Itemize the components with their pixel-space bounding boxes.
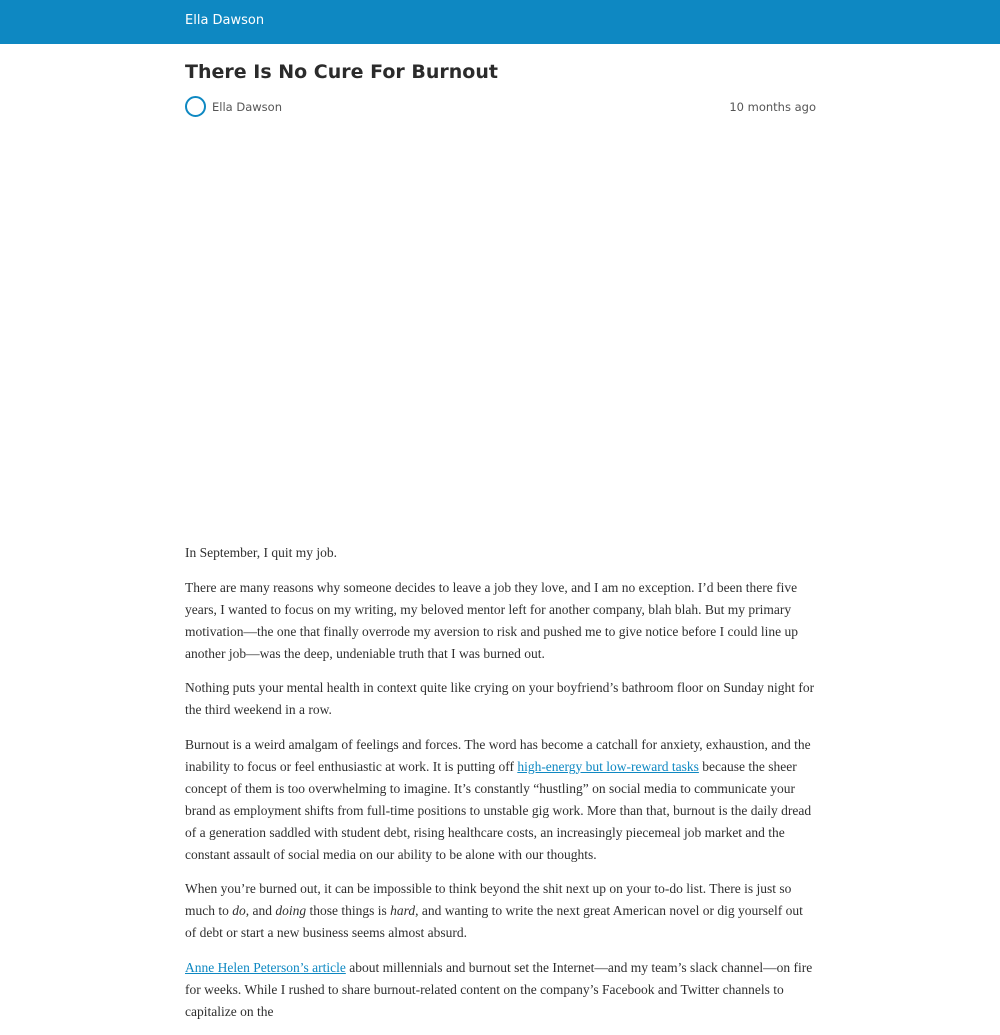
emphasis-doing: doing [275, 903, 307, 918]
paragraph-text: because the sheer concept of them is too overwhelming to imagine. It’s constantly “hustling” on social media to communicate your brand as employment shifts from full-time positions to unstable gig work. More than that, burnout is the daily dread of a generation saddled with student debt, rising healthcare costs, an increasingly piecemeal job market and the constant assault of social media on our ability to be alone with our thoughts. [185, 758, 812, 862]
paragraph-text: When you’re burned out, it can be impossible to think beyond the shit next up on your to-do list. There is just so much to [185, 881, 792, 918]
paragraph-text: There are many reasons why someone decides to leave a job they love, and I am no exception. I’d been there five years, I wanted to focus on my writing, my beloved mentor left for another company, blah blah. But my primary motivation—the one that finally overrode my aversion to risk and pushed me to give notice before I could line up another job—was the deep, undeniable truth that I was burned out. [185, 579, 798, 661]
emphasis-hard: hard [390, 903, 416, 918]
paragraph-1 [185, 542, 816, 564]
paragraph-2 [185, 577, 816, 665]
paragraph-3 [185, 677, 816, 721]
emphasis-do: do [232, 903, 246, 918]
paragraph-text: those things is [306, 903, 391, 918]
paragraph-5 [185, 878, 816, 944]
paragraph-4 [185, 734, 816, 866]
paragraph-text: about millennials and burnout set the Internet—and my team’s slack channel—on fire for weeks. While I rushed to share burnout-related content on the company’s Facebook and Twitter channels to capitalize on the [185, 959, 813, 1019]
author-name-link[interactable]: Ella Dawson [212, 100, 282, 114]
paragraph-text: , and wanting to write the next great American novel or dig yourself out of debt or start a new business seems almost absurd. [185, 903, 803, 940]
paragraph-text: , and [245, 903, 276, 918]
article-body [185, 542, 816, 1035]
post-title: There Is No Cure For Burnout [185, 61, 498, 83]
paragraph-text: Nothing puts your mental health in context quite like crying on your boyfriend’s bathroom floor on Sunday night for the third weekend in a row. [185, 680, 815, 717]
site-name-link[interactable]: Ella Dawson [185, 13, 265, 28]
post-date: 10 months ago [729, 100, 816, 114]
paragraph-6 [185, 957, 816, 1023]
post-meta [185, 96, 816, 117]
featured-image-placeholder [185, 134, 816, 534]
paragraph-text: In September, I quit my job. [185, 545, 338, 560]
author-avatar[interactable] [185, 96, 206, 117]
paragraph-text: Burnout is a weird amalgam of feelings and forces. The word has become a catchall for anxiety, exhaustion, and the inability to focus or feel enthusiastic at work. It is putting off [185, 736, 811, 774]
site-header [0, 0, 1000, 44]
anne-helen-peterson-article-link[interactable]: Anne Helen Peterson’s article [185, 959, 346, 975]
high-energy-tasks-link[interactable]: high-energy but low-reward tasks [517, 758, 699, 774]
